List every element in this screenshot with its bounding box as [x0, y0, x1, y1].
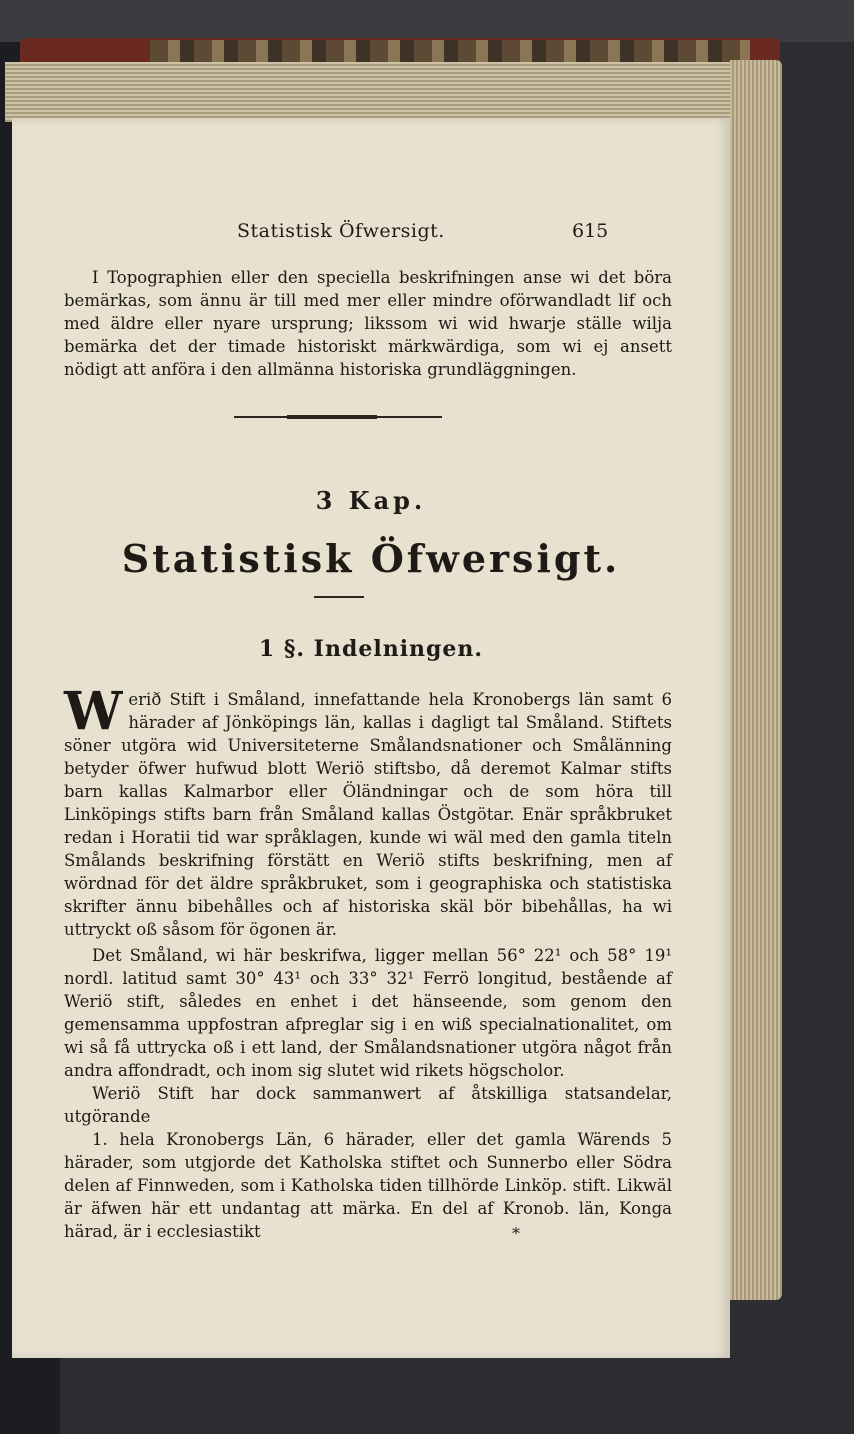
- paragraph-4: 1. hela Kronobergs Län, 6 härader, eller det gamla Wärends 5 härader, som utgjorde det Katholska stiftet och Sunnerbo eller Södra delen af Finnweden, som i Katholska tiden tillhörde Linköp. stift. Likwäl är äfwen här ett undantag att märka. En del af Kronob. län, Konga härad, är i ecclesiastikt: [64, 1130, 672, 1241]
- page-edges-top: [5, 62, 755, 122]
- signature-mark: *: [512, 1224, 520, 1243]
- ornamental-rule-center: [287, 415, 377, 419]
- chapter-title: Statistisk Öfwersigt.: [121, 536, 621, 581]
- section-heading: 1 §. Indelningen.: [258, 636, 484, 662]
- running-title: Statistisk Öfwersigt.: [237, 220, 445, 242]
- chapter-label: 3 Kap.: [315, 486, 427, 515]
- page-edges-side: [730, 60, 782, 1300]
- drop-cap: W: [64, 681, 123, 742]
- paragraph-1: [64, 681, 672, 941]
- page-header: [12, 220, 730, 250]
- page-number: 615: [572, 220, 609, 242]
- paragraph-3: Weriö Stift har dock sammanwert af åtskilliga statsandelar, utgörande: [64, 1084, 672, 1126]
- background-top: [0, 0, 854, 42]
- paragraph-1-text: erið Stift i Småland, innefattande hela Kronobergs län samt 6 härader af Jönköpings län, kallas i dagligt tal Småland. Stiftets söner utgöra wid Universiteterne Smålandsnationer och Smålänning betyder öfwer hufwud blott Weriö stiftsbo, då deremot Kalmar stifts barn kallas Kalmarbor eller Öländningar och de som höra till Linköpings stifts barn från Småland kallas Östgötar. Enär språkbruket redan i Horatii tid war språklagen, kunde wi wäl med den gamla titeln Smålands beskrifning förstätt en Weriö stifts beskrifning, men af wördnad för det äldre språkbruket, som i geographiska och statistiska skrifter ännu bibehålles och af historiska skäl bör bibehållas, ha wi uttryckt oß såsom för ögonen är.: [64, 690, 672, 939]
- intro-paragraph: I Topographien eller den speciella beskrifningen anse wi det böra bemärkas, som ännu är till med mer eller mindre oförwandladt lif och med äldre eller nyare ursprung; likssom wi wid hwarje ställe wilja bemärka det der timade historiskt märkwärdiga, som wi ej ansett nödigt att anföra i den allmänna historiska grundläggningen.: [64, 268, 672, 379]
- book-page: [12, 118, 730, 1358]
- title-rule: [314, 596, 364, 598]
- paragraph-2: Det Småland, wi här beskrifwa, ligger mellan 56° 22¹ och 58° 19¹ nordl. latitud samt 30° 43¹ och 33° 32¹ Ferrö longitud, bestående af Weriö stift, således en enhet i det hänseende, som genom den gemensamma uppfostran afpreglar sig i en wiß specialnationalitet, om wi så få uttrycka oß i ett land, der Smålandsnationer utgöra något från andra affondradt, och inom sig slutet wid rikets högscholor.: [64, 946, 672, 1080]
